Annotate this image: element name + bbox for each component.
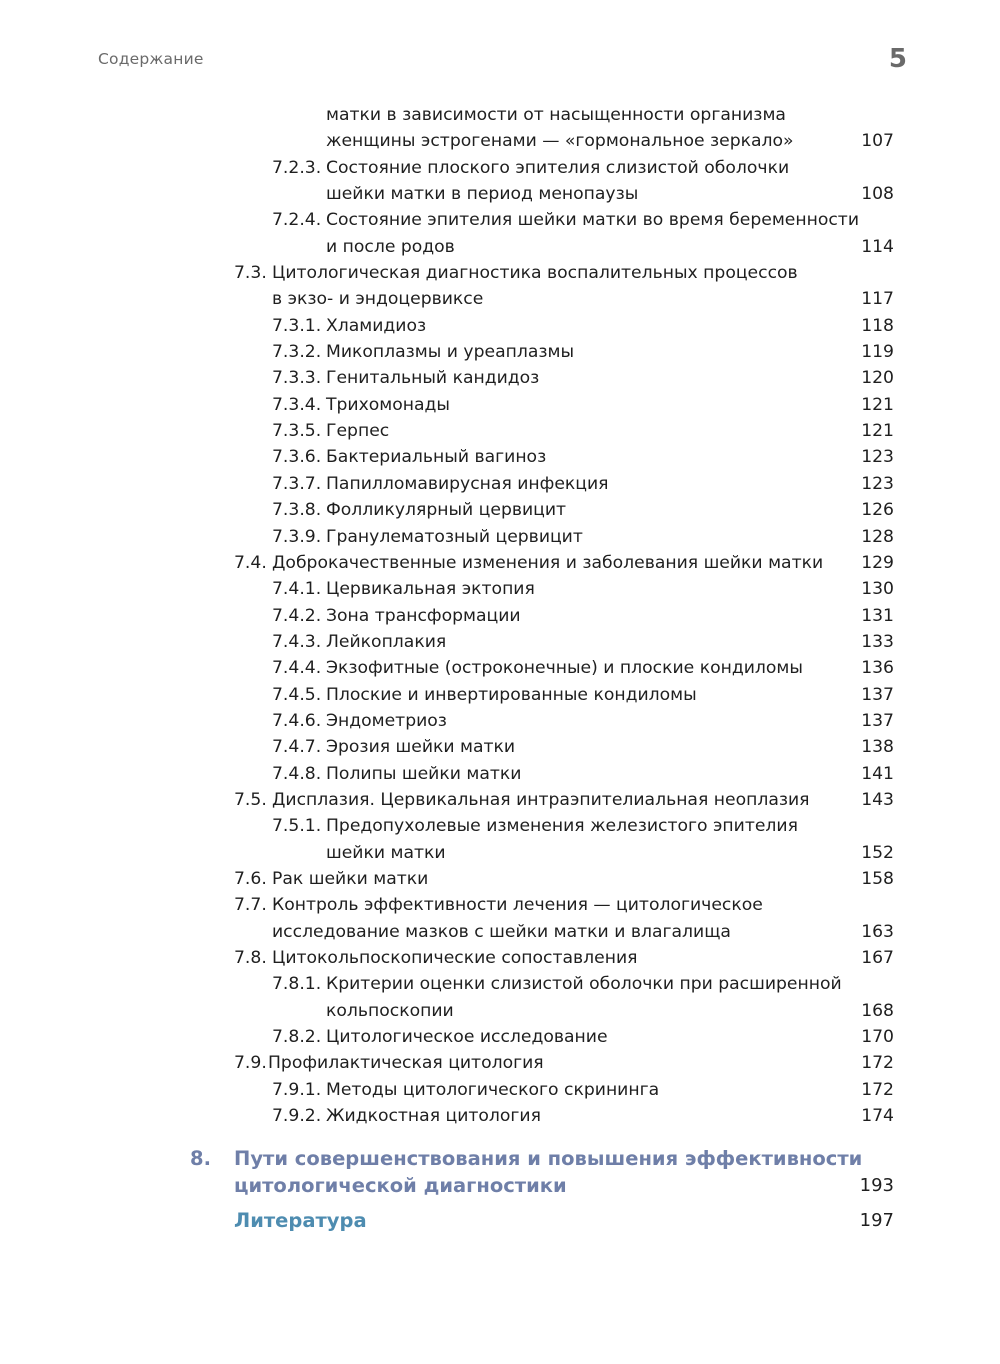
entry-number: 7.5.1.	[272, 816, 322, 837]
running-header-title: Содержание	[98, 50, 204, 68]
entry-title: кольпоскопии	[326, 1000, 454, 1021]
toc-entry[interactable]	[0, 1050, 1000, 1076]
toc-entry[interactable]	[0, 260, 1000, 286]
entry-number: 7.6.	[234, 868, 267, 889]
toc-entry[interactable]	[0, 998, 1000, 1024]
entry-page: 136	[861, 658, 894, 679]
entry-page: 170	[861, 1027, 894, 1048]
toc-chapter-8-continued[interactable]	[0, 1173, 1000, 1200]
toc-entry[interactable]	[0, 576, 1000, 602]
entry-title: Гранулематозный цервицит	[326, 526, 583, 547]
entry-number: 7.3.	[234, 263, 267, 284]
toc-entry[interactable]	[0, 392, 1000, 418]
entry-number: 7.9.1.	[272, 1079, 322, 1100]
entry-page: 172	[861, 1079, 894, 1100]
entry-title: в экзо- и эндоцервиксе	[272, 289, 484, 310]
toc-entry[interactable]	[0, 945, 1000, 971]
page-number: 5	[888, 44, 907, 74]
entry-page: 126	[861, 500, 894, 521]
entry-title: исследование мазков с шейки матки и влагалища	[272, 921, 731, 942]
entry-number: 7.5.	[234, 789, 267, 810]
entry-page: 117	[861, 289, 894, 310]
entry-title: Генитальный кандидоз	[326, 368, 540, 389]
entry-page: 133	[861, 631, 894, 652]
entry-title: Экзофитные (остроконечные) и плоские кондиломы	[326, 658, 803, 679]
entry-page: 118	[861, 315, 894, 336]
toc-entry[interactable]	[0, 655, 1000, 681]
toc-entry[interactable]	[0, 971, 1000, 997]
toc-entry[interactable]	[0, 102, 1000, 128]
entry-number: 7.8.1.	[272, 974, 322, 995]
entry-title: Фолликулярный цервицит	[326, 500, 567, 521]
entry-number: 7.3.2.	[272, 342, 322, 363]
page-header	[98, 42, 907, 82]
entry-page: 167	[861, 948, 894, 968]
toc-entry[interactable]	[0, 418, 1000, 444]
entry-title: Дисплазия. Цервикальная интраэпителиальная неоплазия	[272, 789, 810, 810]
entry-title: Папилломавирусная инфекция	[326, 473, 609, 494]
toc-entry[interactable]	[0, 471, 1000, 497]
entry-title: шейки матки в период менопаузы	[326, 184, 639, 205]
entry-title: шейки матки	[326, 842, 446, 863]
entry-title: Контроль эффективности лечения — цитологическое	[272, 895, 763, 916]
chapter-title-line-2: цитологической диагностики	[234, 1173, 567, 1197]
table-of-contents	[0, 102, 1000, 1235]
toc-entry[interactable]	[0, 313, 1000, 339]
toc-entry[interactable]	[0, 1077, 1000, 1103]
entry-page: 137	[861, 684, 894, 705]
chapter-title-line-1: Пути совершенствования и повышения эффективности	[234, 1147, 863, 1171]
entry-number: 7.9.	[234, 1053, 267, 1074]
entry-number: 7.4.8.	[272, 763, 322, 784]
entry-page: 130	[861, 579, 894, 600]
entry-title: Доброкачественные изменения и заболевания шейки матки	[272, 552, 824, 573]
entry-page: 141	[861, 763, 894, 784]
entry-title: Бактериальный вагиноз	[326, 447, 547, 468]
entry-page: 123	[861, 447, 894, 468]
entry-number: 7.4.1.	[272, 579, 322, 600]
entry-title: и после родов	[326, 236, 455, 257]
toc-entry[interactable]	[0, 603, 1000, 629]
entry-number: 7.3.8.	[272, 500, 322, 521]
toc-entry[interactable]	[0, 550, 1000, 576]
toc-entry[interactable]	[0, 1103, 1000, 1129]
toc-entry[interactable]	[0, 734, 1000, 760]
toc-entry[interactable]	[0, 497, 1000, 523]
toc-entry[interactable]	[0, 761, 1000, 787]
entry-page: 121	[861, 394, 894, 415]
entry-number: 7.3.3.	[272, 368, 322, 389]
entry-title: женщины эстрогенами — «гормональное зеркало»	[326, 131, 794, 152]
toc-entry[interactable]	[0, 1024, 1000, 1050]
entry-number: 7.3.6.	[272, 447, 322, 468]
entry-page: 108	[861, 184, 894, 205]
toc-entry[interactable]	[0, 128, 1000, 154]
entry-page: 163	[861, 921, 894, 942]
toc-entry[interactable]	[0, 207, 1000, 233]
toc-chapter-8[interactable]	[0, 1146, 1000, 1173]
entry-title: Трихомонады	[326, 394, 450, 415]
entry-page: 168	[861, 1000, 894, 1021]
entry-page: 172	[861, 1053, 894, 1074]
toc-entry[interactable]	[0, 629, 1000, 655]
entry-title: Профилактическая цитология	[268, 1053, 544, 1074]
toc-entry[interactable]	[0, 708, 1000, 734]
entry-title: Критерии оценки слизистой оболочки при расширенной	[326, 974, 842, 995]
entry-number: 7.3.7.	[272, 473, 322, 494]
entry-page: 121	[861, 421, 894, 442]
entry-page: 137	[861, 710, 894, 731]
toc-entry[interactable]	[0, 787, 1000, 813]
entry-title: Зона трансформации	[326, 605, 521, 626]
entry-title: Состояние плоского эпителия слизистой оболочки	[326, 157, 790, 178]
toc-entry[interactable]	[0, 866, 1000, 892]
entry-title: Хламидиоз	[326, 315, 427, 336]
entry-number: 7.4.3.	[272, 631, 322, 652]
entry-page: 128	[861, 526, 894, 547]
entry-number: 7.4.5.	[272, 684, 322, 705]
toc-entry[interactable]	[0, 524, 1000, 550]
entry-number: 7.7.	[234, 895, 267, 916]
toc-entry[interactable]	[0, 286, 1000, 312]
entry-title: Полипы шейки матки	[326, 763, 522, 784]
entry-page: 129	[861, 552, 894, 573]
entry-number: 7.4.4.	[272, 658, 322, 679]
entry-title: Цитокольпоскопические сопоставления	[272, 948, 638, 968]
toc-entry[interactable]	[0, 339, 1000, 365]
toc-entry[interactable]	[0, 892, 1000, 918]
entry-title: матки в зависимости от насыщенности организма	[326, 105, 786, 125]
entry-number: 7.4.7.	[272, 737, 322, 758]
chapter-number: 8.	[190, 1147, 211, 1171]
entry-number: 7.3.4.	[272, 394, 322, 415]
entry-page: 174	[861, 1106, 894, 1127]
entry-number: 7.3.1.	[272, 315, 322, 336]
toc-entry[interactable]	[0, 813, 1000, 839]
entry-page: 138	[861, 737, 894, 758]
entry-title: Методы цитологического скрининга	[326, 1079, 660, 1100]
entry-number: 7.9.2.	[272, 1106, 322, 1127]
entry-title: Предопухолевые изменения железистого эпителия	[326, 816, 798, 837]
literature-title: Литература	[234, 1209, 367, 1233]
entry-title: Герпес	[326, 421, 390, 442]
toc-entry[interactable]	[0, 682, 1000, 708]
entry-page: 119	[861, 342, 894, 363]
entry-page: 114	[861, 236, 894, 257]
toc-entry[interactable]	[0, 155, 1000, 181]
entry-page: 143	[861, 789, 894, 810]
literature-page: 197	[859, 1210, 894, 1232]
entry-page: 120	[861, 368, 894, 389]
entry-page: 107	[861, 131, 894, 152]
entry-number: 7.2.3.	[272, 157, 322, 178]
entry-title: Состояние эпителия шейки матки во время беременности	[326, 210, 859, 231]
entry-number: 7.4.2.	[272, 605, 322, 626]
toc-entry[interactable]	[0, 181, 1000, 207]
entry-title: Рак шейки матки	[272, 868, 429, 889]
entry-number: 7.4.	[234, 552, 267, 573]
toc-entry[interactable]	[0, 919, 1000, 945]
entry-number: 7.3.5.	[272, 421, 322, 442]
entry-title: Цитологическое исследование	[326, 1027, 608, 1048]
entry-number: 7.8.2.	[272, 1027, 322, 1048]
entry-title: Эрозия шейки матки	[326, 737, 516, 758]
chapter-page: 193	[859, 1174, 894, 1196]
entry-number: 7.4.6.	[272, 710, 322, 731]
entry-page: 123	[861, 473, 894, 494]
entry-title: Микоплазмы и уреаплазмы	[326, 342, 575, 363]
toc-entry[interactable]	[0, 365, 1000, 391]
entry-title: Плоские и инвертированные кондиломы	[326, 684, 697, 705]
entry-title: Жидкостная цитология	[326, 1106, 541, 1127]
entry-page: 152	[861, 842, 894, 863]
entry-title: Эндометриоз	[326, 710, 447, 731]
entry-number: 7.8.	[234, 948, 267, 968]
entry-title: Лейкоплакия	[326, 631, 447, 652]
entry-number: 7.2.4.	[272, 210, 322, 231]
entry-title: Цитологическая диагностика воспалительных процессов	[272, 263, 798, 284]
entry-page: 131	[861, 605, 894, 626]
entry-page: 158	[861, 868, 894, 889]
entry-number: 7.3.9.	[272, 526, 322, 547]
toc-entry[interactable]	[0, 840, 1000, 866]
entry-title: Цервикальная эктопия	[326, 579, 535, 600]
toc-literature[interactable]	[0, 1208, 1000, 1235]
toc-entries	[0, 102, 1000, 1129]
toc-entry[interactable]	[0, 444, 1000, 470]
toc-entry[interactable]	[0, 234, 1000, 260]
